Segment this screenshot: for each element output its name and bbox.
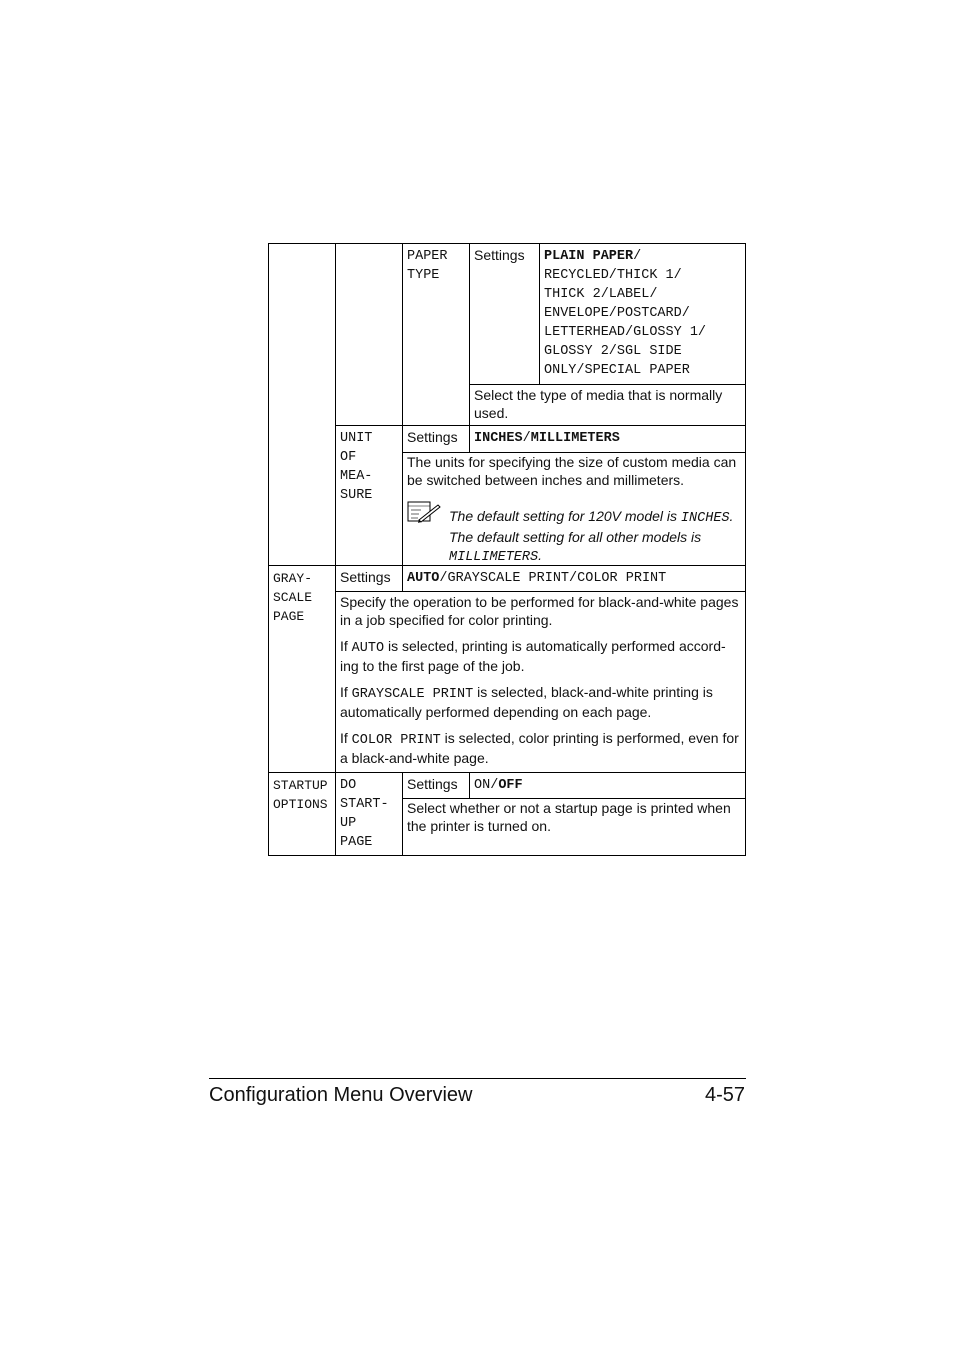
- startup-page-item: DO START- UP PAGE: [340, 778, 389, 850]
- grayscale-page-menu: GRAY- SCALE PAGE: [273, 571, 313, 624]
- unit-default-note: The default setting for 120V model is INCHES. The default setting for all other models is MILLIMETERS.: [449, 508, 734, 565]
- grayscale-settings-label: Settings: [340, 569, 391, 585]
- note-pencil-icon: [407, 500, 441, 524]
- paper-type-default-option: PLAIN PAPER: [544, 249, 634, 264]
- grayscale-options: AUTO/GRAYSCALE PRINT/COLOR PRINT: [407, 571, 667, 586]
- unit-options: INCHES/MILLIMETERS: [474, 431, 620, 446]
- grayscale-description: Specify the operation to be performed for black-and-white pages in a job specified for color printing. If AUTO is selected, printing is automatically performed accord-ing to the first page of the job. If GRAYSCALE PRINT is selected, black-and-white printing is automatically performed depending on each page. If COLOR PRINT is selected, color printing is performed, even for a black-and-white page.: [340, 594, 739, 766]
- unit-description: The units for specifying the size of custom media can be switched between inches and millimeters.: [407, 454, 737, 488]
- page-number: 4-57: [704, 1084, 745, 1106]
- startup-options-menu: STARTUP OPTIONS: [273, 778, 328, 812]
- paper-type-description: Select the type of media that is normally used.: [474, 387, 723, 421]
- startup-description: Select whether or not a startup page is printed when the printer is turned on.: [407, 800, 731, 834]
- unit-of-measure-item: UNIT OF MEA- SURE: [340, 431, 373, 503]
- paper-type-item: PAPER TYPE: [407, 249, 448, 283]
- paper-type-settings-label: Settings: [474, 247, 525, 263]
- footer-title: Configuration Menu Overview: [209, 1084, 473, 1106]
- paper-type-options: PLAIN PAPER/ RECYCLED/THICK 1/ THICK 2/LABEL/ ENVELOPE/POSTCARD/ LETTERHEAD/GLOSSY 1/ GLOSSY 2/SGL SIDE ONLY/SPECIAL PAPER: [544, 249, 707, 378]
- unit-description-block: [407, 454, 743, 564]
- unit-settings-label: Settings: [407, 429, 458, 445]
- startup-options-values: ON/OFF: [474, 778, 523, 793]
- footer-rule: [209, 1078, 746, 1079]
- startup-settings-label: Settings: [407, 776, 458, 792]
